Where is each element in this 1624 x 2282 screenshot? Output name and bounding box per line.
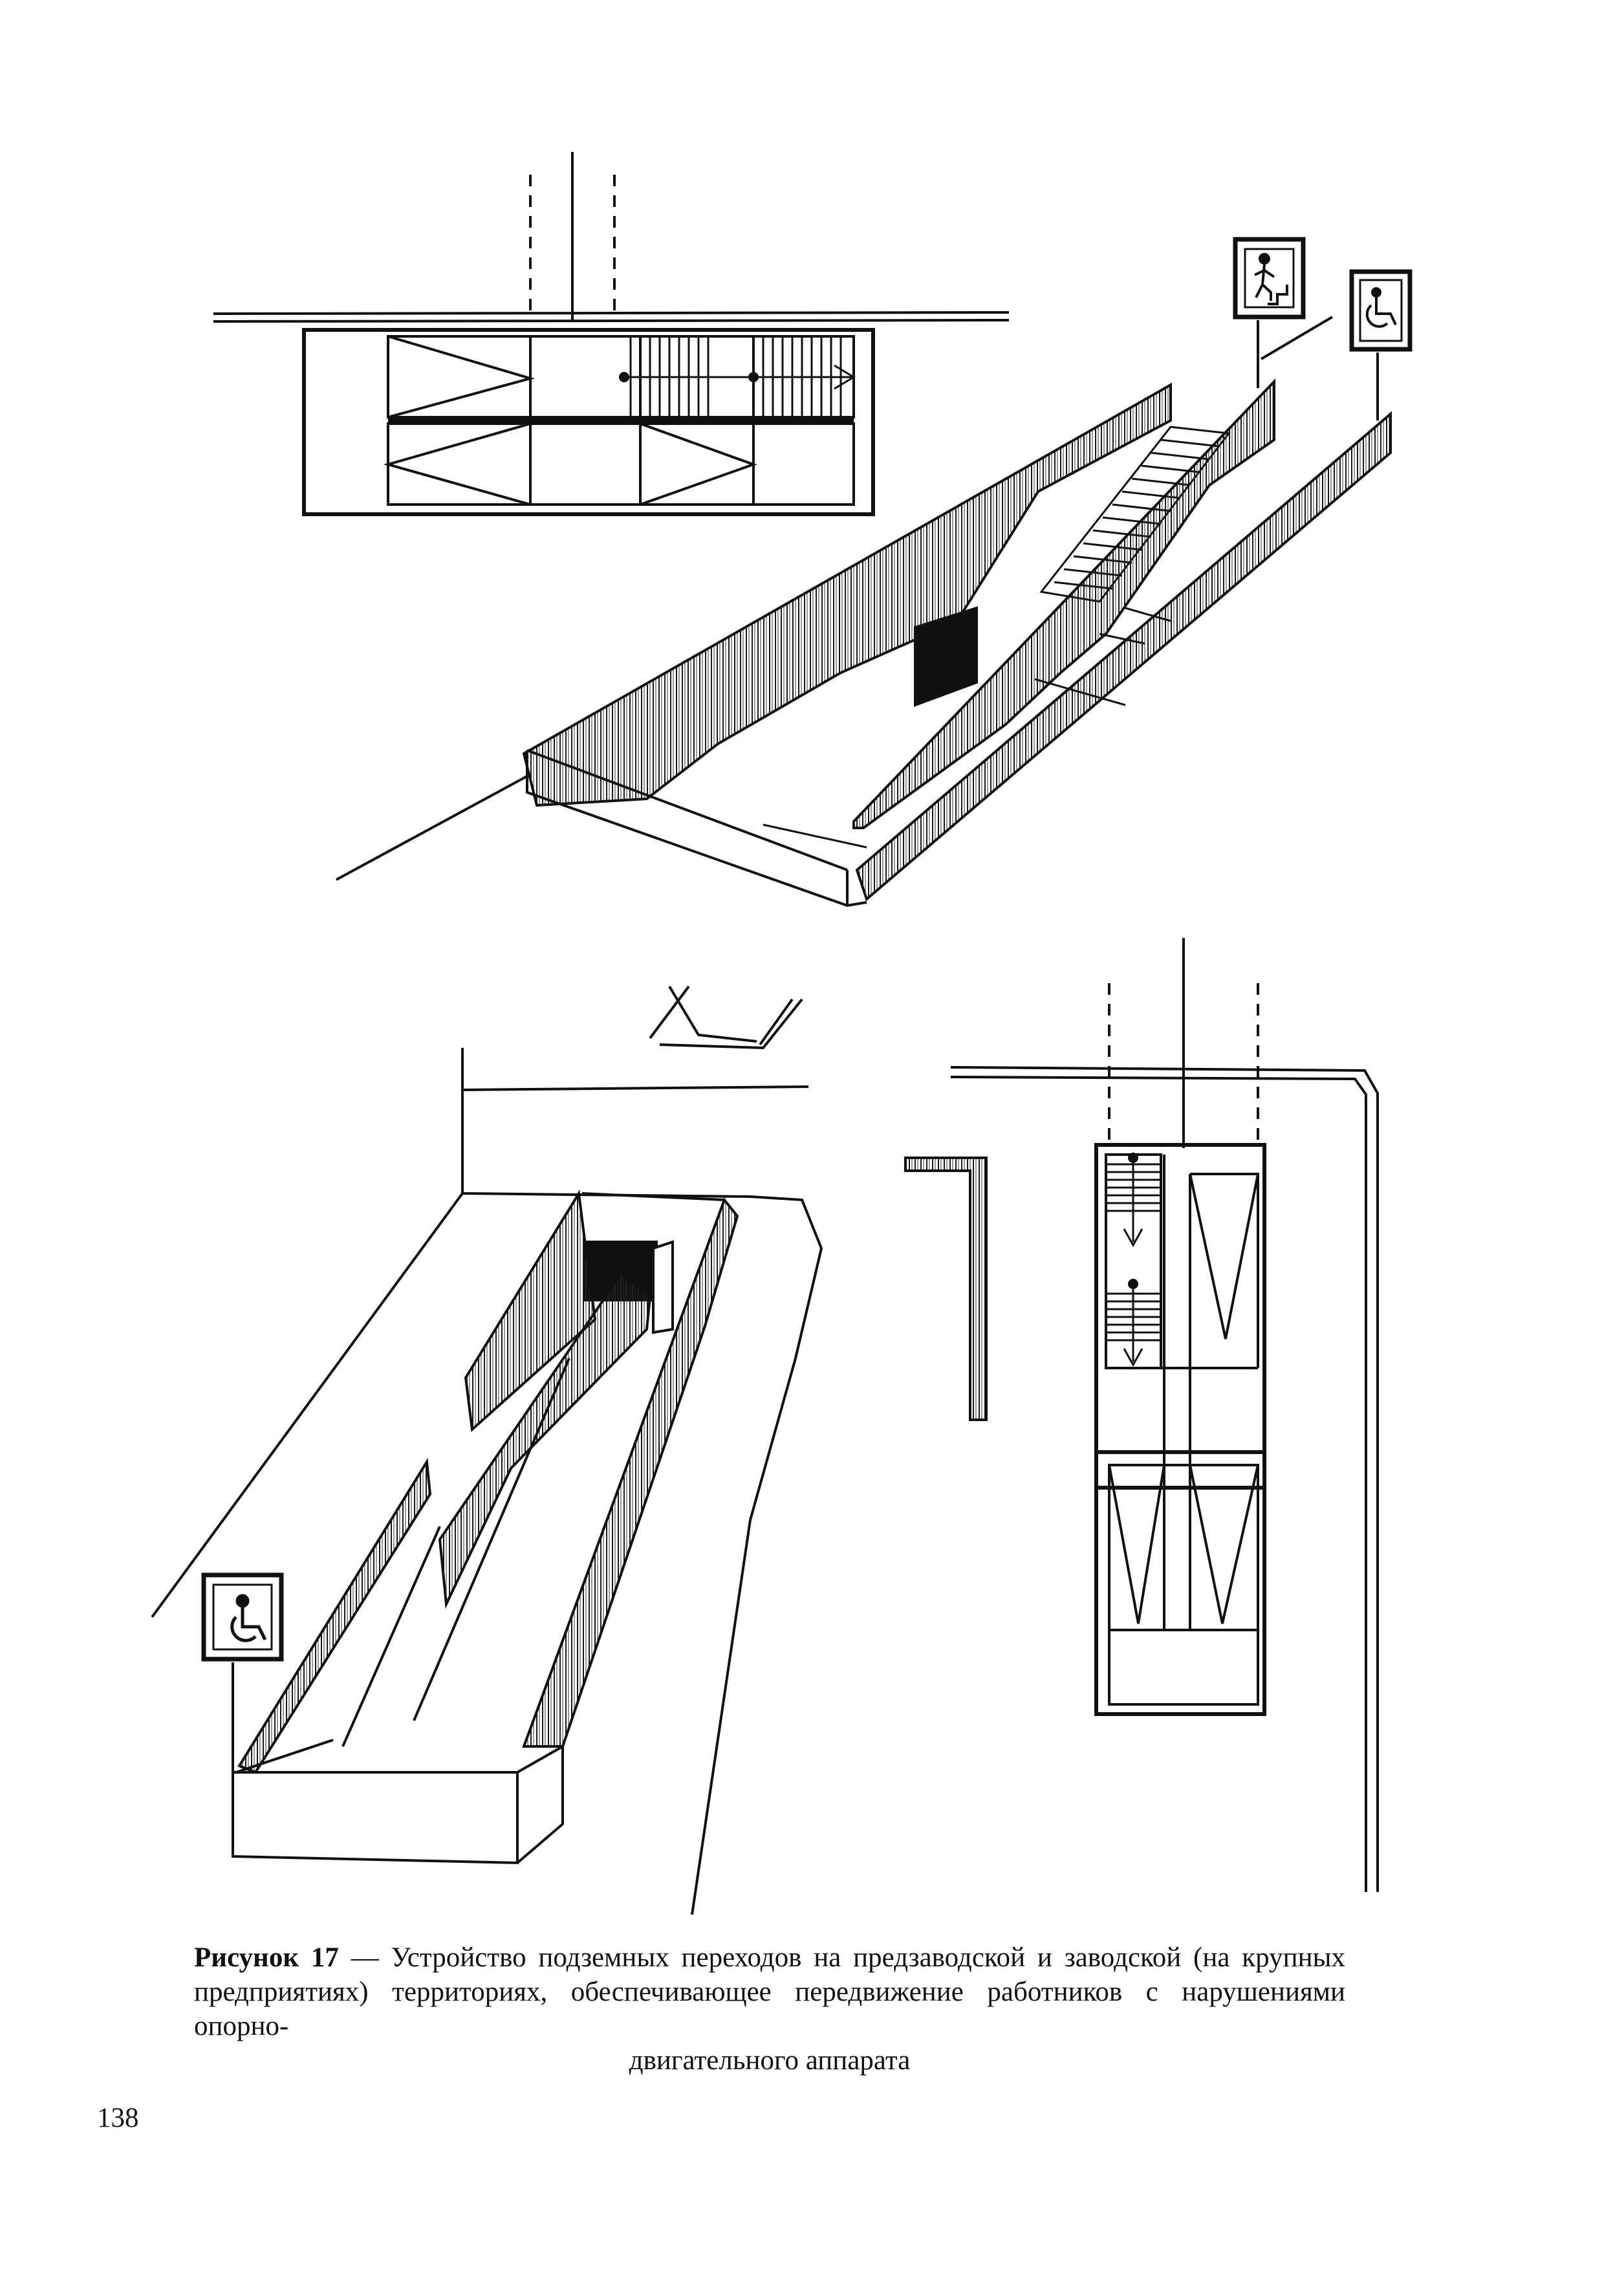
sign-pedestrian-stairs — [1235, 239, 1303, 317]
sign-wheelchair-bottom — [204, 1575, 281, 1659]
bottom-plan-view — [905, 938, 1378, 1892]
stub-wall — [905, 1158, 986, 1420]
bottom-perspective-view — [152, 986, 821, 1915]
figure-caption — [194, 1940, 1345, 2078]
sign-wheelchair-top — [1352, 272, 1410, 349]
caption-last-line: двигательного аппарата — [629, 2045, 911, 2076]
plan-outline — [1096, 1452, 1264, 1714]
top-plan-view — [213, 152, 1009, 514]
figure-label: Рисунок 17 — [194, 1942, 339, 1973]
caption-text: — Устройство подземных переходов на предзаводской и заводской (на крупных предприятиях) территориях, обеспечивающее передвижение работников с нарушениями опорно- — [194, 1942, 1345, 2041]
page-number: 138 — [97, 2103, 139, 2133]
